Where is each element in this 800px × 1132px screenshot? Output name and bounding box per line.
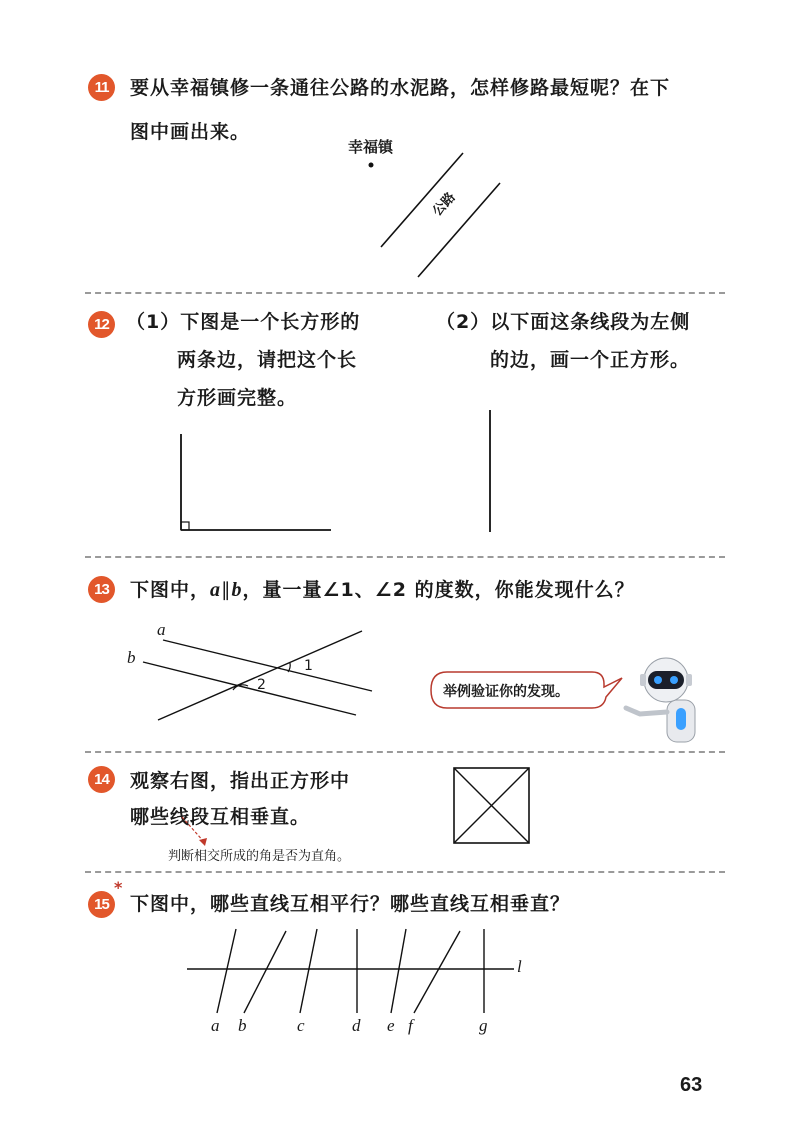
label-b: b	[127, 648, 136, 667]
q13-text-a: a	[210, 579, 222, 601]
town-label: 幸福镇	[348, 138, 394, 156]
label-line-g: g	[479, 1016, 488, 1035]
q13-parallel-symbol: ∥	[221, 579, 232, 601]
q12-part1-line3: 方形画完整。	[177, 387, 298, 409]
q14-text-line2: 哪些线段互相垂直。	[130, 806, 311, 828]
question-11-badge: 11	[88, 74, 115, 101]
road-label: 公路	[430, 189, 459, 220]
q12-part2-line2: 的边，画一个正方形。	[490, 349, 691, 371]
line-a	[217, 929, 236, 1013]
question-11-text-line1: 要从幸福镇修一条通往公路的水泥路，怎样修路最短呢？在下	[130, 77, 671, 99]
label-l: l	[517, 957, 522, 976]
angle-1-label: 1	[304, 658, 313, 674]
q13-text-b: b	[231, 579, 243, 601]
line-b	[244, 931, 286, 1013]
question-13-badge: 13	[88, 576, 115, 603]
line-e	[391, 929, 406, 1013]
q14-hint: 判断相交所成的角是否为直角。	[168, 849, 351, 864]
label-line-e: e	[387, 1016, 395, 1035]
question-15-text: 下图中，哪些直线互相平行？哪些直线互相垂直？	[130, 893, 571, 915]
label-line-a: a	[211, 1016, 220, 1035]
angle-2-label: 2	[257, 677, 266, 693]
q13-text-prefix: 下图中，	[130, 579, 211, 601]
q12-part1-line2: 两条边，请把这个长	[177, 349, 358, 371]
q12-part1-line1: （1）下图是一个长方形的	[126, 311, 361, 333]
speech-bubble-text: 举例验证你的发现。	[443, 684, 569, 700]
label-a: a	[157, 620, 166, 639]
question-15-star: *	[114, 878, 123, 897]
q13-text-suffix: ，量一量∠1、∠2 的度数，你能发现什么？	[242, 579, 635, 601]
label-line-b: b	[238, 1016, 247, 1035]
page-number: 63	[680, 1074, 703, 1096]
line-c	[300, 929, 317, 1013]
question-12-badge: 12	[88, 311, 115, 338]
q12-part2-line1: （2）以下面这条线段为左侧	[436, 311, 691, 333]
q14-text-line1: 观察右图，指出正方形中	[130, 770, 351, 792]
question-15-badge: 15	[88, 891, 115, 918]
label-line-f: f	[408, 1016, 413, 1035]
question-11-text-line2: 图中画出来。	[130, 121, 251, 143]
label-line-d: d	[352, 1016, 361, 1035]
label-line-c: c	[297, 1016, 305, 1035]
line-f	[414, 931, 460, 1013]
question-14-badge: 14	[88, 766, 115, 793]
